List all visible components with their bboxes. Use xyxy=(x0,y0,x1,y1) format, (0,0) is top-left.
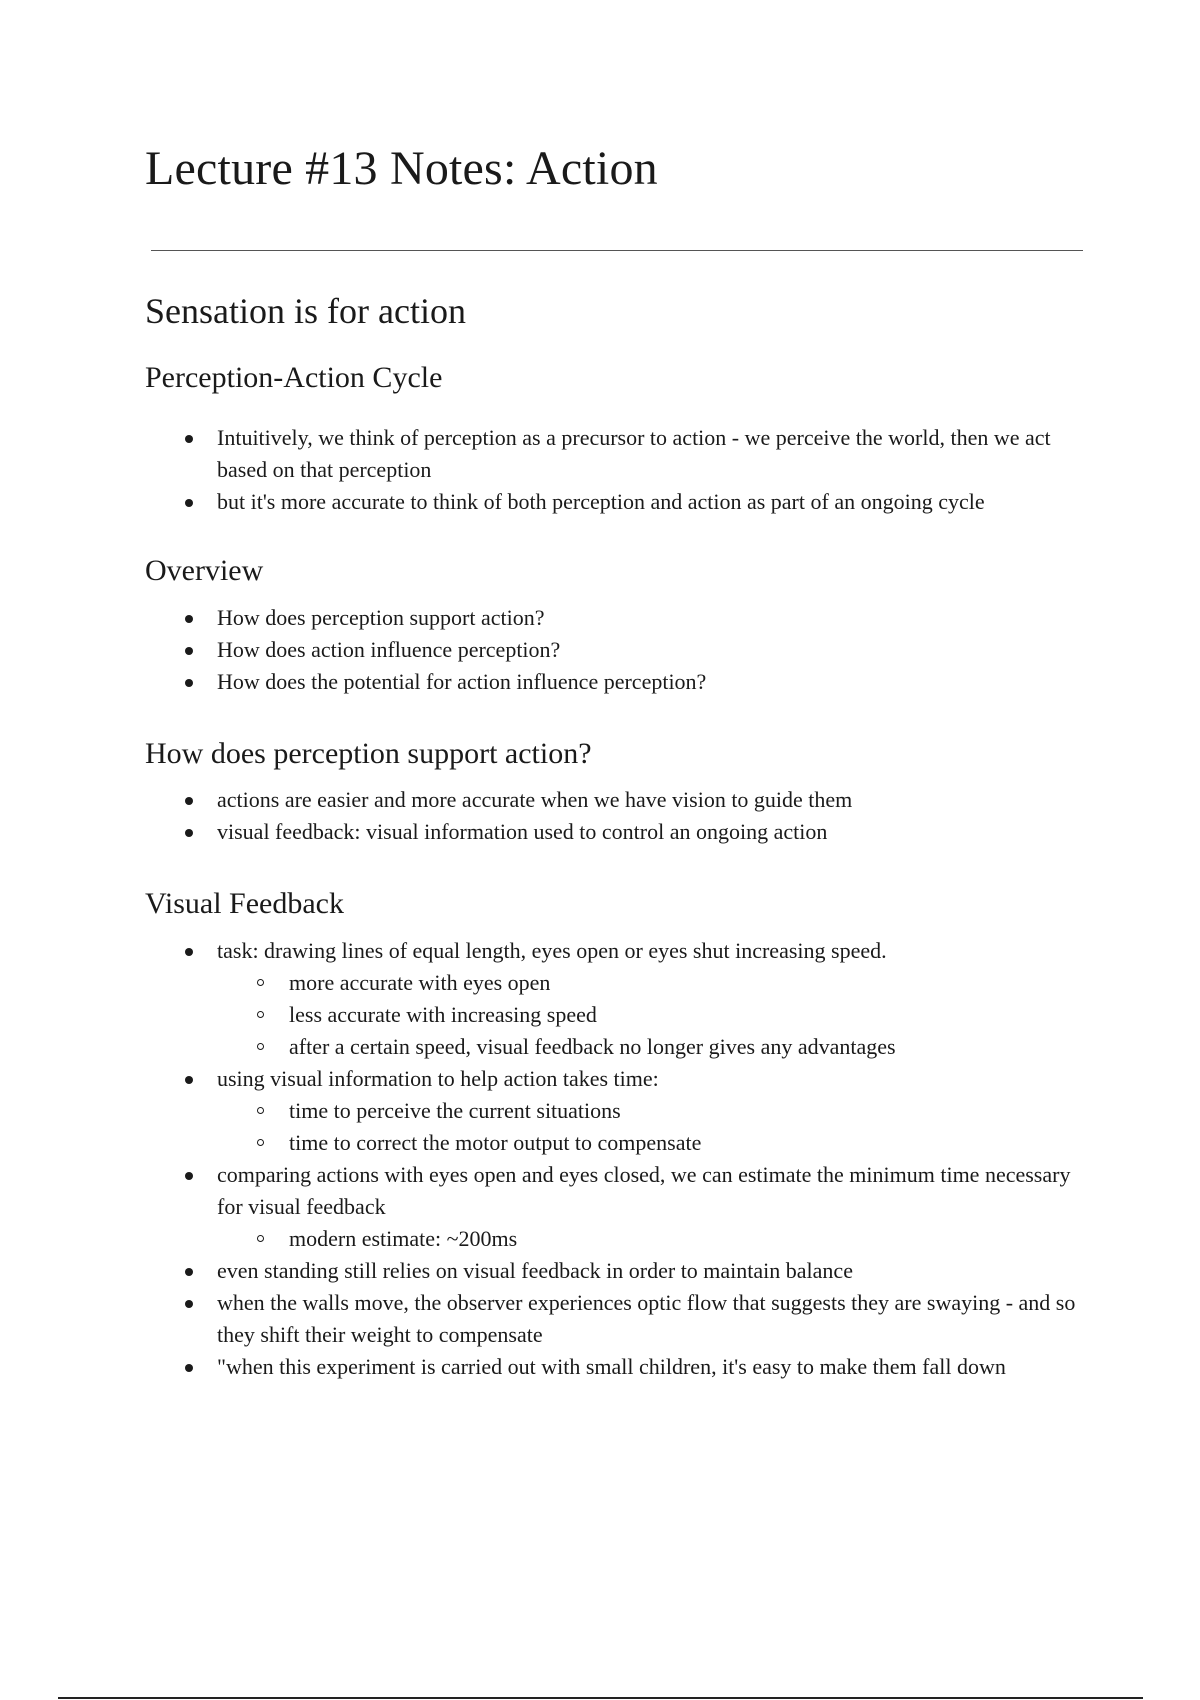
list-item-text: comparing actions with eyes open and eyes closed, we can estimate the minimum time necessary for visual feedback xyxy=(217,1162,1071,1219)
list-item: Intuitively, we think of perception as a precursor to action - we perceive the world, then we act based on that perception xyxy=(145,422,1085,486)
visual-feedback-list xyxy=(145,935,1085,1383)
list-item: but it's more accurate to think of both perception and action as part of an ongoing cycle xyxy=(145,486,1085,518)
sub-list-item: modern estimate: ~200ms xyxy=(217,1223,1085,1255)
sub-list xyxy=(217,1223,1085,1255)
footer-divider xyxy=(58,1697,1143,1699)
list-item: when the walls move, the observer experiences optic flow that suggests they are swaying - and so they shift their weight to compensate xyxy=(145,1287,1085,1351)
support-list xyxy=(145,784,1085,848)
section-heading-support: How does perception support action? xyxy=(145,737,592,770)
list-item xyxy=(145,1159,1085,1255)
list-item: How does the potential for action influence perception? xyxy=(145,666,1085,698)
document-page xyxy=(145,140,1085,1379)
list-item: "when this experiment is carried out with small children, it's easy to make them fall down xyxy=(145,1351,1085,1383)
list-item: actions are easier and more accurate when we have vision to guide them xyxy=(145,784,1085,816)
overview-list xyxy=(145,602,1085,698)
sub-list xyxy=(217,967,1085,1063)
section-heading-visual-feedback: Visual Feedback xyxy=(145,887,344,920)
list-item: visual feedback: visual information used to control an ongoing action xyxy=(145,816,1085,848)
document-title: Lecture #13 Notes: Action xyxy=(145,142,658,195)
list-item-text: using visual information to help action takes time: xyxy=(217,1066,659,1091)
section-heading-overview: Overview xyxy=(145,554,264,587)
list-item: How does perception support action? xyxy=(145,602,1085,634)
sub-list xyxy=(217,1095,1085,1159)
sub-list-item: time to perceive the current situations xyxy=(217,1095,1085,1127)
cycle-list xyxy=(145,422,1085,518)
sub-list-item: after a certain speed, visual feedback no longer gives any advantages xyxy=(217,1031,1085,1063)
sub-list-item: time to correct the motor output to compensate xyxy=(217,1127,1085,1159)
title-divider xyxy=(151,250,1083,251)
list-item: even standing still relies on visual feedback in order to maintain balance xyxy=(145,1255,1085,1287)
list-item: How does action influence perception? xyxy=(145,634,1085,666)
sub-list-item: less accurate with increasing speed xyxy=(217,999,1085,1031)
list-item xyxy=(145,1063,1085,1159)
list-item-text: task: drawing lines of equal length, eyes open or eyes shut increasing speed. xyxy=(217,938,887,963)
section-heading-cycle: Perception-Action Cycle xyxy=(145,361,443,394)
list-item xyxy=(145,935,1085,1063)
sub-list-item: more accurate with eyes open xyxy=(217,967,1085,999)
section-heading-sensation: Sensation is for action xyxy=(145,291,466,331)
